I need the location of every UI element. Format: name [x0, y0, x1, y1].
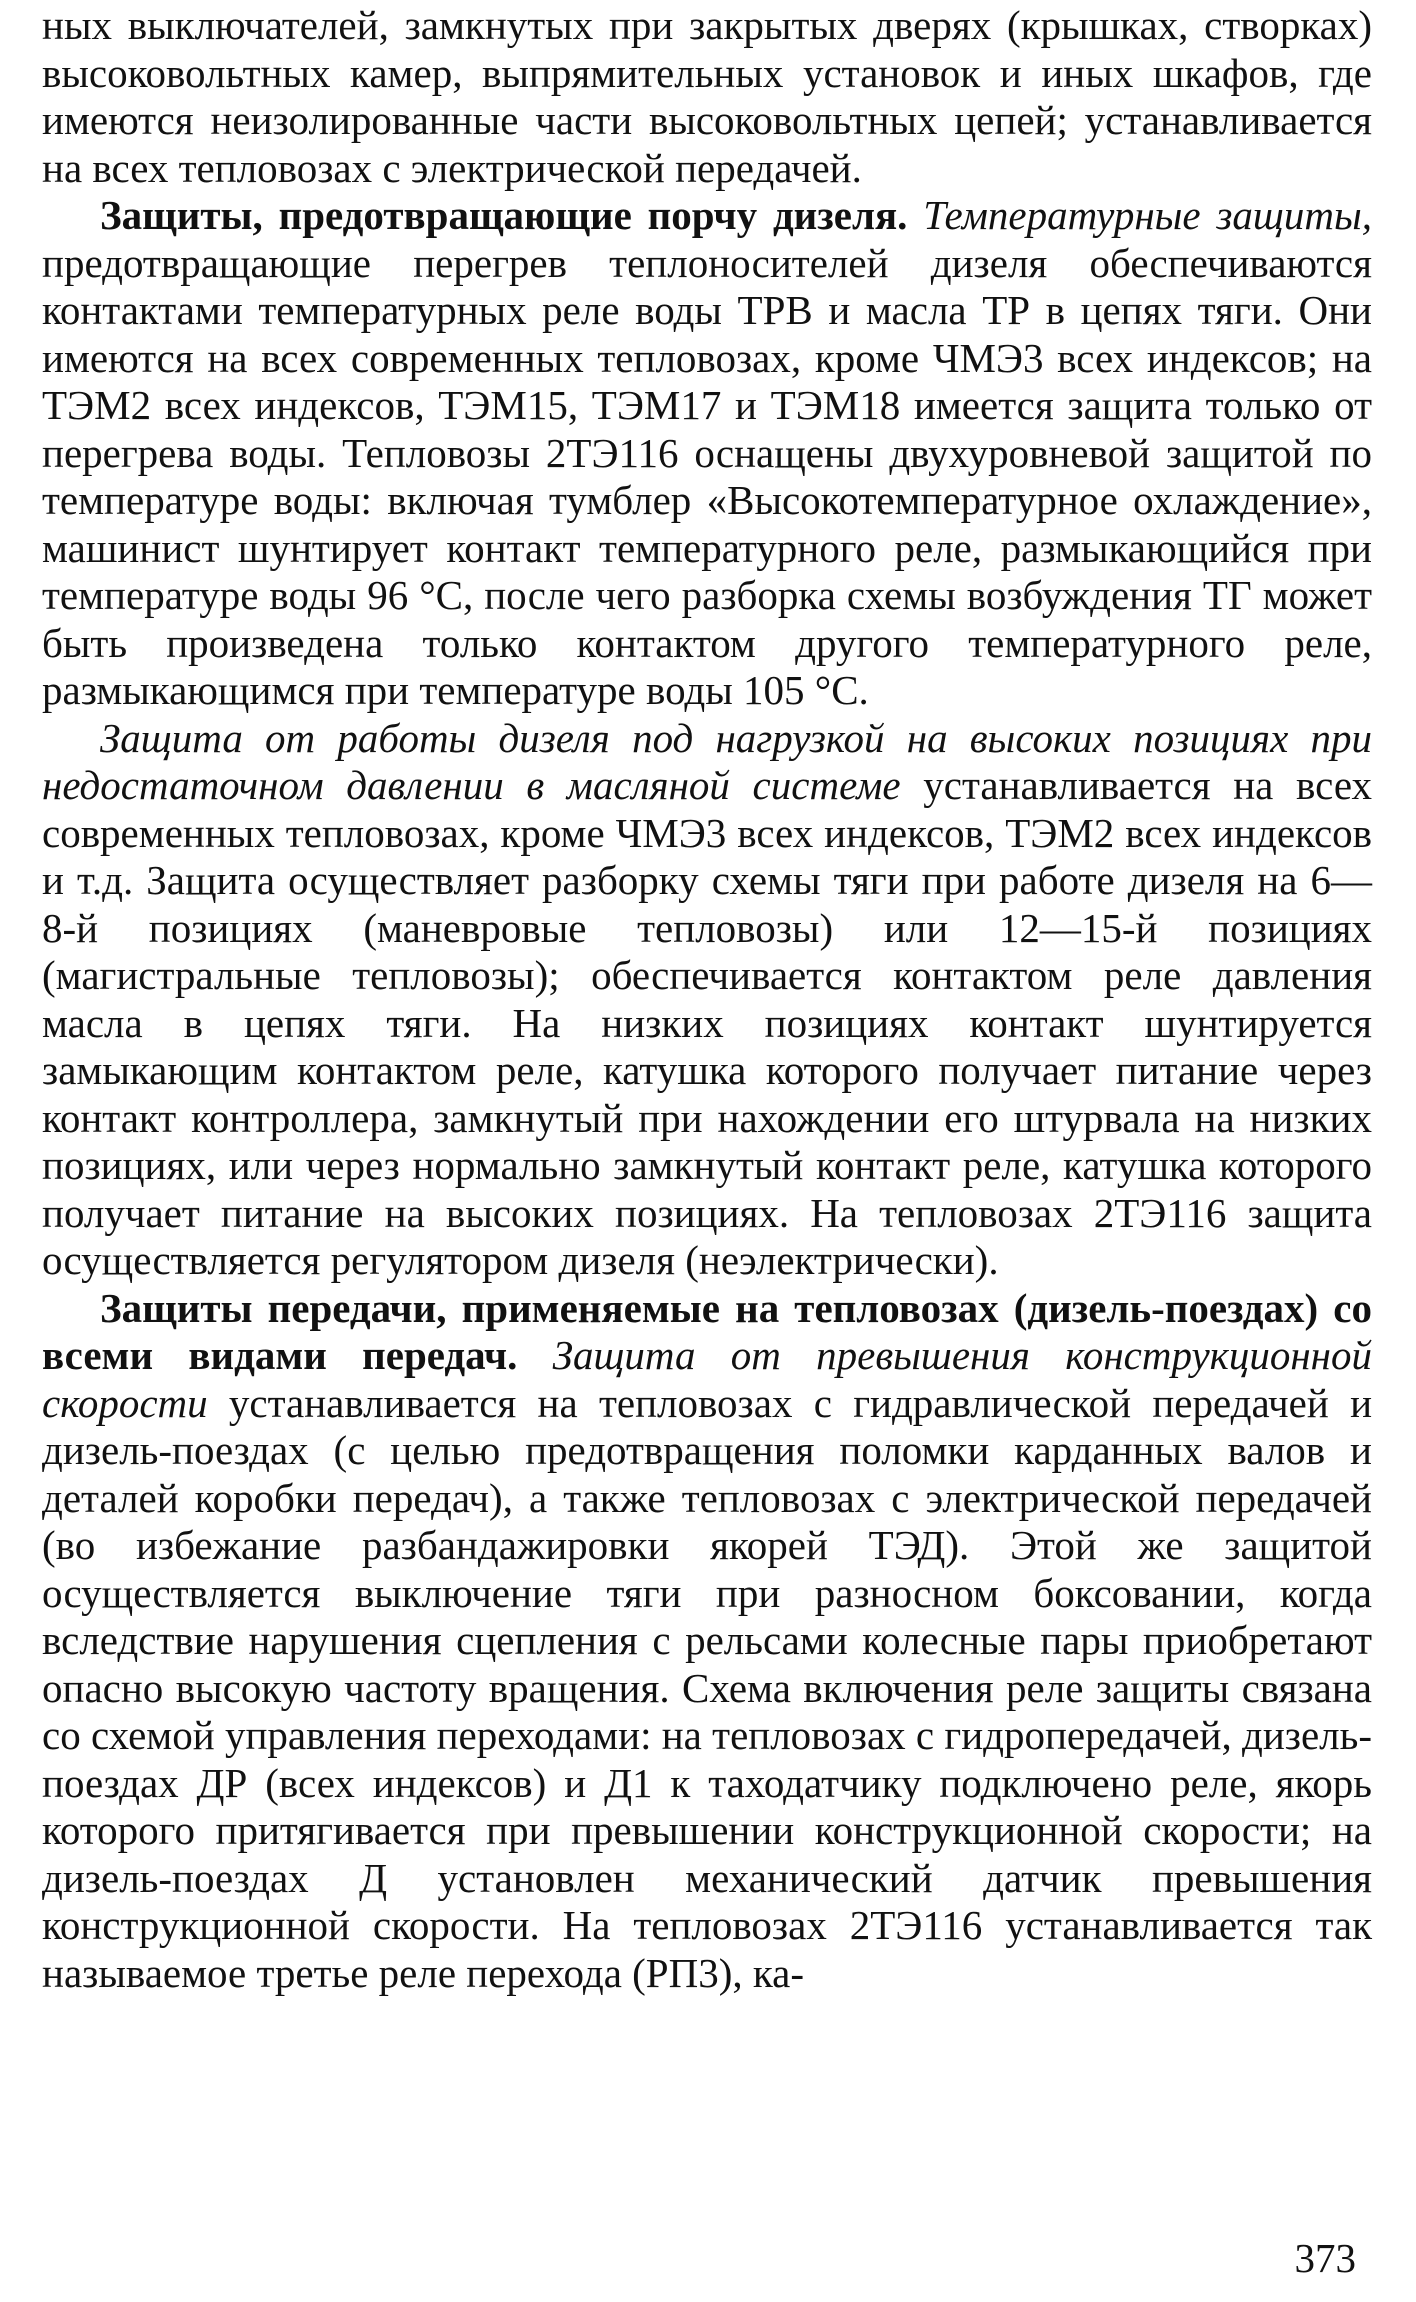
- italic-term-oil-pressure: Защита от работы дизеля под нагрузкой на высоких позициях при недостаточном давлении в масляной системе: [42, 714, 1372, 808]
- paragraph-transmission-protection: [42, 1285, 1372, 1998]
- paragraph-diesel-protection: [42, 192, 1372, 715]
- paragraph-text: устанавливается на тепловозах с гидравлической передачей и дизель-поездах (с целью предотвращения поломки карданных валов и деталей коробки передач), а также тепловозах с электрической передачей (во избежание разбандажировки якорей ТЭД). Этой же защитой осуществляется выключение тяги при разносном боксовании, когда вследствие нарушения сцепления с рельсами колесные пары приобретают опасно высокую частоту вращения. Схема включения реле защиты связана со схемой управления переходами: на тепловозах с гидропередачей, дизель-поездах ДР (всех индексов) и Д1 к таходатчику подключено реле, якорь которого притягивается при превышении конструкционной скорости; на дизель-поездах Д установлен механический датчик превышения конструкционной скорости. На тепловозах 2ТЭ116 устанавливается так называемое третье реле перехода (РП3), ка-: [42, 1379, 1373, 1996]
- paragraph-text: устанавливается на всех современных тепловозах, кроме ЧМЭ3 всех индексов, ТЭМ2 всех индексов и т.д. Защита осуществляет разборку схемы тяги при работе дизеля на 6—8-й позициях (маневровые тепловозы) или 12—15-й позициях (магистральные тепловозы); обеспечивается контактом реле давления масла в цепях тяги. На низких позициях контакт шунтируется замыкающим контактом реле, катушка которого получает питание через контакт контроллера, замкнутый при нахождении его штурвала на низких позициях, или через нормально замкнутый контакт реле, катушка которого получает питание на высоких позициях. На тепловозах 2ТЭ116 защита осуществляется регулятором дизеля (неэлектрически).: [42, 762, 1372, 1283]
- page-number: 373: [1294, 2234, 1356, 2281]
- italic-term-temperature: Температурные защиты,: [923, 192, 1372, 238]
- document-page: [42, 2, 1372, 1997]
- paragraph-oil-pressure: [42, 715, 1372, 1285]
- section-heading-transmission: Защиты передачи, применяемые на тепловозах (дизель-поездах) со всеми видами передач.: [42, 1284, 1372, 1378]
- paragraph-text: предотвращающие перегрев теплоносителей дизеля обеспечиваются контактами температурных реле воды ТРВ и масла ТР в цепях тяги. Они имеются на всех современных тепловозах, кроме ЧМЭ3 всех индексов; на ТЭМ2 всех индексов, ТЭМ15, ТЭМ17 и ТЭМ18 имеется защита только от перегрева воды. Тепловозы 2ТЭ116 оснащены двухуровневой защитой по температуре воды: включая тумблер «Высокотемпературное охлаждение», машинист шунтирует контакт температурного реле, размыкающийся при температуре воды 96 °С, после чего разборка схемы возбуждения ТГ может быть произведена только контактом другого температурного реле, размыкающимся при температуре воды 105 °С.: [42, 239, 1372, 713]
- paragraph-continuation: [42, 2, 1372, 192]
- paragraph-text: ных выключателей, замкнутых при закрытых дверях (крышках, створках) высоковольтных камер, выпрямительных установок и иных шкафов, где имеются неизолированные части высоковольтных цепей; устанавливается на всех тепловозах с электрической передачей.: [42, 2, 1372, 191]
- section-heading-diesel: Защиты, предотвращающие порчу дизеля.: [100, 192, 908, 238]
- italic-term-speed: Защита от превышения конструкционной скорости: [42, 1332, 1372, 1426]
